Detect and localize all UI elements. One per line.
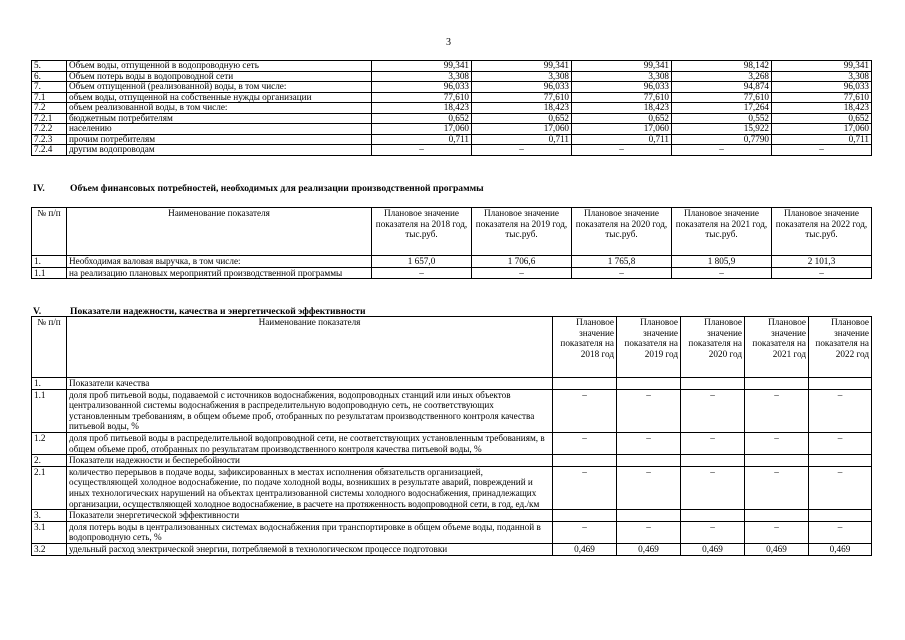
row-value-empty — [617, 378, 681, 390]
section-v-title: Показатели надежности, качества и энергетической эффективности — [70, 306, 366, 317]
row-value: 77,610 — [672, 92, 772, 103]
row-number: 7.2.2 — [32, 124, 67, 135]
row-value: 99,341 — [772, 61, 872, 72]
row-value: 18,423 — [472, 103, 572, 114]
table-row — [32, 82, 872, 93]
row-value: 96,033 — [572, 82, 672, 93]
row-name: Показатели энергетической эффективности — [67, 510, 553, 522]
row-number: 3.1 — [32, 521, 67, 543]
row-name: прочим потребителям — [67, 134, 372, 145]
row-number: 7.1 — [32, 92, 67, 103]
row-name: доля проб питьевой воды, подаваемой с источников водоснабжения, водопроводных станций или иных объектов централизованной системы водоснабжения в распределительную водопроводную сеть, не соответствующих установленным требованиям, в общем объеме проб, отобранных по результатам производственного контроля качества питьевой воды, % — [67, 389, 553, 432]
row-value: 17,060 — [772, 124, 872, 135]
header-col: Плановое значение показателя на 2021 год, тыс.руб. — [672, 208, 772, 256]
row-name: Объем воды, отпущенной в водопроводную сеть — [67, 61, 372, 72]
row-name: количество перерывов в подаче воды, зафиксированных в местах исполнения обязательств организацией, осуществляющей холодное водоснабжение, по подаче холодной воды, возникших в результате аварий, повреждений и иных технологических нарушений на объектах централизованной системы холодного водоснабжения, принадлежащих организации, осуществляющей холодное водоснабжение, в расчете на протяженность водопроводной сети, в год, ед./км — [67, 466, 553, 509]
table-row — [32, 61, 872, 72]
row-value: – — [472, 267, 572, 279]
row-value: 17,060 — [372, 124, 472, 135]
row-value: – — [809, 466, 872, 509]
row-number: 2. — [32, 455, 67, 467]
row-value-empty — [617, 510, 681, 522]
row-value: 3,308 — [472, 71, 572, 82]
row-number: 7. — [32, 82, 67, 93]
row-number: 7.2.1 — [32, 113, 67, 124]
row-value: 99,341 — [372, 61, 472, 72]
row-value: – — [553, 521, 617, 543]
table-row — [32, 543, 872, 555]
row-number: 7.2 — [32, 103, 67, 114]
row-number: 1. — [32, 256, 67, 268]
row-value: 0,469 — [745, 543, 809, 555]
row-value: 0,711 — [572, 134, 672, 145]
row-number: 1.2 — [32, 432, 67, 454]
row-value-empty — [745, 510, 809, 522]
row-number: 3. — [32, 510, 67, 522]
group-row — [32, 455, 872, 467]
row-value: – — [745, 521, 809, 543]
row-value: 1 805,9 — [672, 256, 772, 268]
header-col: Плановое значение показателя на 2022 год — [809, 317, 872, 378]
row-value: 0,469 — [617, 543, 681, 555]
row-name: удельный расход электрической энергии, потребляемой в технологическом процессе подготовки — [67, 543, 553, 555]
row-value: 99,341 — [472, 61, 572, 72]
row-value: 3,308 — [572, 71, 672, 82]
row-value: – — [372, 145, 472, 156]
row-value: – — [553, 432, 617, 454]
header-num: № п/п — [32, 317, 67, 378]
row-name: Объем отпущенной (реализованной) воды, в том числе: — [67, 82, 372, 93]
table-row — [32, 92, 872, 103]
row-value: – — [745, 432, 809, 454]
row-value: 1 657,0 — [372, 256, 472, 268]
row-value: 1 706,6 — [472, 256, 572, 268]
section-iv-number: IV. — [33, 183, 45, 194]
row-value: 94,874 — [672, 82, 772, 93]
row-value: 0,469 — [809, 543, 872, 555]
row-value: 77,610 — [372, 92, 472, 103]
row-value: – — [745, 466, 809, 509]
table-row — [32, 103, 872, 114]
row-name: на реализацию плановых мероприятий производственной программы — [67, 267, 372, 279]
row-value: 17,060 — [572, 124, 672, 135]
row-value: 77,610 — [472, 92, 572, 103]
row-value: 17,060 — [472, 124, 572, 135]
row-value: – — [772, 145, 872, 156]
row-name: доля проб питьевой воды в распределительной водопроводной сети, не соответствующих установленным требованиям, в общем объеме проб, отобранных по результатам производственного контроля качества питьевой воды, % — [67, 432, 553, 454]
header-col: Плановое значение показателя на 2019 год, тыс.руб. — [472, 208, 572, 256]
row-value: 2 101,3 — [772, 256, 872, 268]
row-name: доля потерь воды в централизованных системах водоснабжения при транспортировке в общем объеме воды, поданной в водопроводную сеть, % — [67, 521, 553, 543]
row-name: Показатели надежности и бесперебойности — [67, 455, 553, 467]
group-row — [32, 378, 872, 390]
row-value: 0,552 — [672, 113, 772, 124]
table-row — [32, 113, 872, 124]
row-value: 1 765,8 — [572, 256, 672, 268]
row-value: – — [617, 432, 681, 454]
row-value: – — [617, 521, 681, 543]
row-value: – — [809, 521, 872, 543]
header-col: Плановое значение показателя на 2018 год — [553, 317, 617, 378]
table-row — [32, 432, 872, 454]
row-value: 0,652 — [372, 113, 472, 124]
row-number: 3.2 — [32, 543, 67, 555]
row-value: – — [572, 267, 672, 279]
header-col: Плановое значение показателя на 2019 год — [617, 317, 681, 378]
row-value: 17,264 — [672, 103, 772, 114]
row-value: 77,610 — [572, 92, 672, 103]
table-header-row — [32, 317, 872, 378]
header-col: Плановое значение показателя на 2020 год, тыс.руб. — [572, 208, 672, 256]
row-value: – — [809, 389, 872, 432]
row-name: населению — [67, 124, 372, 135]
row-value: – — [672, 267, 772, 279]
financial-needs-table — [31, 207, 872, 279]
row-value-empty — [681, 510, 745, 522]
row-value: – — [681, 521, 745, 543]
row-value: 15,922 — [672, 124, 772, 135]
row-value-empty — [617, 455, 681, 467]
row-name: объем воды, отпущенной на собственные нужды организации — [67, 92, 372, 103]
row-value: 18,423 — [572, 103, 672, 114]
row-number: 1.1 — [32, 389, 67, 432]
row-number: 2.1 — [32, 466, 67, 509]
table-row — [32, 71, 872, 82]
section-iv-title: Объем финансовых потребностей, необходимых для реализации производственной программы — [70, 183, 484, 194]
row-value: – — [681, 389, 745, 432]
table-row — [32, 124, 872, 135]
row-value: – — [745, 389, 809, 432]
row-value: – — [772, 267, 872, 279]
row-number: 7.2.3 — [32, 134, 67, 145]
group-row — [32, 510, 872, 522]
row-value: 0,652 — [472, 113, 572, 124]
row-value: 96,033 — [372, 82, 472, 93]
table-row — [32, 521, 872, 543]
table-row — [32, 267, 872, 279]
row-number: 1. — [32, 378, 67, 390]
table-row — [32, 466, 872, 509]
table-row — [32, 256, 872, 268]
row-number: 7.2.4 — [32, 145, 67, 156]
row-value: – — [617, 389, 681, 432]
row-value-empty — [809, 510, 872, 522]
header-col: Плановое значение показателя на 2021 год — [745, 317, 809, 378]
water-volume-table — [31, 60, 872, 156]
row-value: – — [472, 145, 572, 156]
row-name: бюджетным потребителям — [67, 113, 372, 124]
row-value: 18,423 — [372, 103, 472, 114]
row-value: – — [617, 466, 681, 509]
row-value-empty — [553, 455, 617, 467]
row-value-empty — [681, 378, 745, 390]
header-col: Плановое значение показателя на 2018 год, тыс.руб. — [372, 208, 472, 256]
row-value-empty — [809, 378, 872, 390]
row-value: 0,711 — [772, 134, 872, 145]
row-value: – — [553, 466, 617, 509]
row-name: другим водопроводам — [67, 145, 372, 156]
table-row — [32, 145, 872, 156]
row-value-empty — [553, 378, 617, 390]
row-value: – — [681, 432, 745, 454]
row-value: 77,610 — [772, 92, 872, 103]
reliability-indicators-table — [31, 316, 872, 556]
table-header-row — [32, 208, 872, 256]
row-value: 0,652 — [772, 113, 872, 124]
row-value: 96,033 — [772, 82, 872, 93]
page-number: 3 — [446, 37, 451, 48]
row-value: – — [553, 389, 617, 432]
row-value: 3,308 — [372, 71, 472, 82]
row-name: Объем потерь воды в водопроводной сети — [67, 71, 372, 82]
row-value: 3,308 — [772, 71, 872, 82]
row-value: – — [809, 432, 872, 454]
header-name: Наименование показателя — [67, 208, 372, 256]
row-name: объем реализованной воды, в том числе: — [67, 103, 372, 114]
row-value: 0,469 — [553, 543, 617, 555]
row-value-empty — [553, 510, 617, 522]
row-value: 18,423 — [772, 103, 872, 114]
row-value-empty — [809, 455, 872, 467]
row-value-empty — [745, 378, 809, 390]
row-value-empty — [745, 455, 809, 467]
row-value: 98,142 — [672, 61, 772, 72]
row-value: 96,033 — [472, 82, 572, 93]
row-value: 99,341 — [572, 61, 672, 72]
header-col: Плановое значение показателя на 2020 год — [681, 317, 745, 378]
row-value: 0,469 — [681, 543, 745, 555]
row-name: Показатели качества — [67, 378, 553, 390]
row-number: 6. — [32, 71, 67, 82]
row-value: 0,7790 — [672, 134, 772, 145]
row-value: 3,268 — [672, 71, 772, 82]
row-value: 0,711 — [372, 134, 472, 145]
row-number: 5. — [32, 61, 67, 72]
header-num: № п/п — [32, 208, 67, 256]
row-value: – — [672, 145, 772, 156]
row-value: – — [572, 145, 672, 156]
section-v-number: V. — [33, 306, 42, 317]
row-value-empty — [681, 455, 745, 467]
row-name: Необходимая валовая выручка, в том числе: — [67, 256, 372, 268]
row-number: 1.1 — [32, 267, 67, 279]
row-value: 0,652 — [572, 113, 672, 124]
table-row — [32, 134, 872, 145]
header-name: Наименование показателя — [67, 317, 553, 378]
table-row — [32, 389, 872, 432]
header-col: Плановое значение показателя на 2022 год, тыс.руб. — [772, 208, 872, 256]
row-value: – — [681, 466, 745, 509]
row-value: – — [372, 267, 472, 279]
row-value: 0,711 — [472, 134, 572, 145]
